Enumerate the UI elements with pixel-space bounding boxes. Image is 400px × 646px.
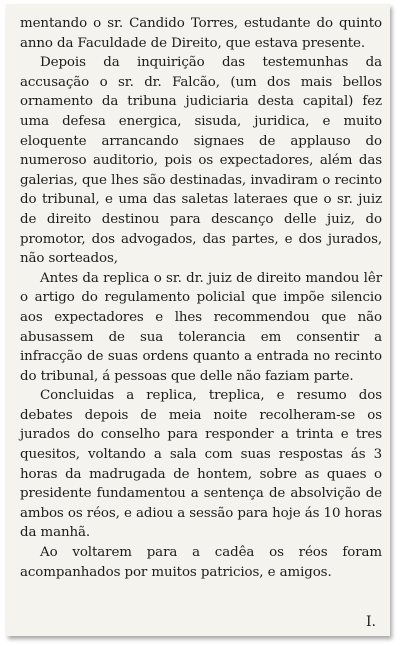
- author-signature: I.: [366, 614, 376, 630]
- paragraph-3: Antes da replica o sr. dr. juiz de direito mandou lêr o artigo do regulamento policial que impõe silencio aos expectadores e lhes recommendou que não abusassem de sua tolerancia em consentir a infracção de suas ordens quanto a entrada no recinto do tribunal, á pessoas que delle não faziam parte.: [20, 270, 382, 384]
- paragraph-2: Depois da inquirição das testemunhas da accusação o sr. dr. Falcão, (um dos mais bellos ornamento da tribuna judiciaria desta capital) fez uma defesa energica, sisuda, juridica, e muito eloquente arrancando signaes de applauso do numeroso auditorio, pois os expectadores, além das galerias, que lhes são destinadas, invadiram o recinto do tribunal, e uma das saletas lateraes que o sr. juiz de direito destinou para descanço delle juiz, do promotor, dos advogados, das partes, e dos jurados, não sorteados,: [20, 55, 382, 267]
- newspaper-clipping: [6, 4, 390, 636]
- paragraph-5: Ao voltarem para a cadêa os réos foram acompanhados por muitos patricios, e amigos.: [20, 545, 382, 580]
- paragraph-4: Concluidas a replica, treplica, e resumo dos debates depois de meia noite recolheram-se os jurados do conselho para responder a trinta e tres quesitos, voltando a sala com suas respostas ás 3 horas da madrugada de hontem, sobre as quaes o presidente fundamentou a sentença de absolvição de ambos os réos, e adiou a sessão para hoje ás 10 horas da manhã.: [20, 388, 382, 541]
- paragraph-1: mentando o sr. Candido Torres, estudante do quinto anno da Faculdade de Direito, que estava presente.: [20, 16, 382, 51]
- article-column: [20, 14, 382, 582]
